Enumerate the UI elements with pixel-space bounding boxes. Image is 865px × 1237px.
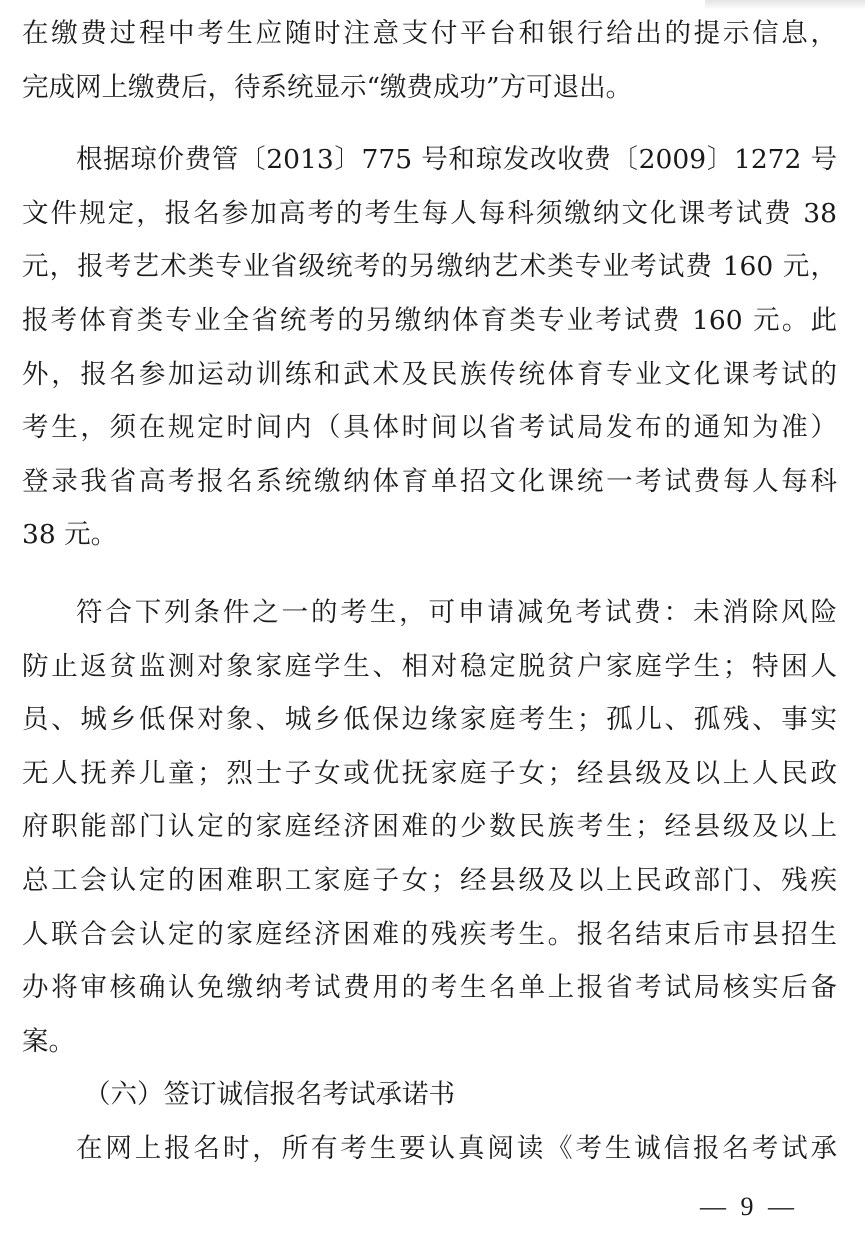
text-line: 登录我省高考报名系统缴纳体育单招文化课统一考试费每人每科 bbox=[22, 465, 837, 497]
text-line: 完成网上缴费后，待系统显示“缴费成功”方可退出。 bbox=[22, 71, 633, 103]
text-line: 无人抚养儿童；烈士子女或优抚家庭子女；经县级及以上人民政 bbox=[22, 757, 837, 789]
text-line: 文件规定，报名参加高考的考生每人每科须缴纳文化课考试费 38 bbox=[22, 197, 837, 229]
text-line: 符合下列条件之一的考生，可申请减免考试费：未消除风险 bbox=[76, 596, 837, 628]
text-line: 在网上报名时，所有考生要认真阅读《考生诚信报名考试承 bbox=[76, 1132, 837, 1164]
text-line: 人联合会认定的家庭经济困难的残疾考生。报名结束后市县招生 bbox=[22, 918, 837, 950]
text-line: 在缴费过程中考生应随时注意支付平台和银行给出的提示信息， bbox=[22, 18, 837, 49]
document-page bbox=[22, 7, 837, 1175]
text-line: 府职能部门认定的家庭经济困难的少数民族考生；经县级及以上 bbox=[22, 811, 837, 843]
text-line: 防止返贫监测对象家庭学生、相对稳定脱贫户家庭学生；特困人 bbox=[22, 650, 837, 682]
paragraph-gap bbox=[22, 562, 837, 586]
text-line: 38 元。 bbox=[22, 519, 118, 551]
text-line: 元，报考艺术类专业省级统考的另缴纳艺术类专业考试费 160 元， bbox=[22, 251, 837, 283]
text-line: 办将审核确认免缴纳考试费用的考生名单上报省考试局核实后备 bbox=[22, 972, 837, 1004]
text-line: 外，报名参加运动训练和武术及民族传统体育专业文化课考试的 bbox=[22, 358, 837, 390]
text-line: 报考体育类专业全省统考的另缴纳体育类专业考试费 160 元。此 bbox=[22, 304, 837, 336]
section-heading: （六）签订诚信报名考试承诺书 bbox=[84, 1079, 455, 1111]
paragraph-fee-exemption bbox=[22, 586, 837, 1068]
paragraph-payment-notice bbox=[22, 7, 837, 114]
paragraph-integrity-pledge bbox=[22, 1122, 837, 1176]
paragraph-fee-regulations bbox=[22, 133, 837, 562]
page-number: — 9 — bbox=[700, 1192, 798, 1221]
text-line: 总工会认定的困难职工家庭子女；经县级及以上民政部门、残疾 bbox=[22, 864, 837, 896]
text-line: 员、城乡低保对象、城乡低保边缘家庭考生；孤儿、孤残、事实 bbox=[22, 704, 837, 736]
text-line: 案。 bbox=[22, 1025, 75, 1057]
text-line: 考生，须在规定时间内（具体时间以省考试局发布的通知为准） bbox=[22, 412, 837, 444]
text-line: 根据琼价费管〔2013〕775 号和琼发改收费〔2009〕1272 号 bbox=[76, 144, 837, 176]
paragraph-gap bbox=[22, 114, 837, 133]
